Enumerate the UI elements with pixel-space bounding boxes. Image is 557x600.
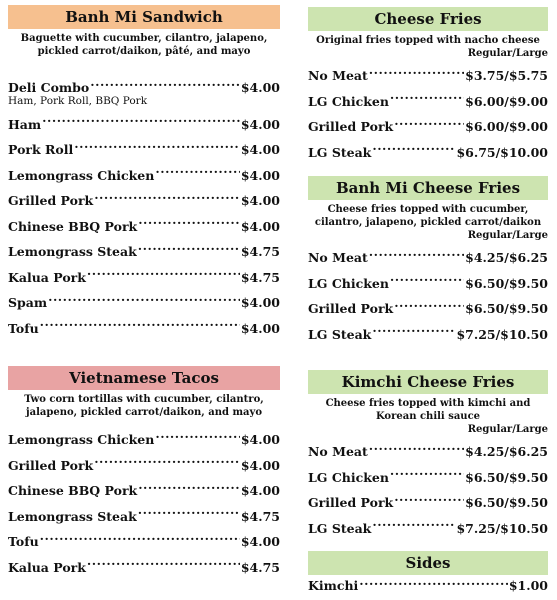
menu-item xyxy=(8,188,280,214)
item-name: Spam xyxy=(8,295,48,310)
item-price: $4.25/$6.25 xyxy=(465,250,548,265)
item-price: $4.00 xyxy=(240,483,280,498)
item-price: $4.00 xyxy=(240,142,280,157)
sides-section xyxy=(308,551,548,597)
item-price: $4.00 xyxy=(240,432,280,447)
cheese-fries-section xyxy=(308,7,548,165)
item-name: Chinese BBQ Pork xyxy=(8,483,138,498)
menu-item xyxy=(308,63,548,89)
item-name: Tofu xyxy=(8,320,39,336)
item-price: $4.00 xyxy=(240,80,280,95)
item-name: Grilled Pork xyxy=(308,119,394,134)
sides-header: Sides xyxy=(308,551,548,575)
menu-item xyxy=(308,516,548,542)
tacos-header: Vietnamese Tacos xyxy=(8,366,280,390)
menu-item xyxy=(308,490,548,516)
item-name: Tofu xyxy=(8,534,39,549)
menu-item xyxy=(8,239,280,265)
size-label: Regular/Large xyxy=(467,230,548,241)
menu-item xyxy=(308,322,548,348)
item-name: Grilled Pork xyxy=(8,457,94,473)
item-name: Lemongrass Chicken xyxy=(8,167,155,183)
item-price: $4.00 xyxy=(240,193,280,208)
menu-item xyxy=(8,265,280,291)
item-name: LG Chicken xyxy=(308,93,389,109)
item-price: $4.75 xyxy=(240,269,280,285)
item-name: Chinese BBQ Pork xyxy=(8,218,138,234)
item-price: $7.25/$10.50 xyxy=(456,326,548,342)
menu-item xyxy=(8,555,280,581)
item-name: No Meat xyxy=(308,68,368,83)
menu-item xyxy=(8,290,280,316)
item-price: $4.25/$6.25 xyxy=(465,444,548,459)
item-name: Ham xyxy=(8,116,42,132)
menu-item xyxy=(8,163,280,189)
item-price: $4.00 xyxy=(240,167,280,183)
item-price: $3.75/$5.75 xyxy=(465,68,548,83)
menu-item xyxy=(8,427,280,453)
menu-item xyxy=(308,465,548,491)
banh-mi-cheese-fries-header: Banh Mi Cheese Fries xyxy=(308,176,548,200)
item-name: LG Chicken xyxy=(308,275,389,291)
item-price: $4.00 xyxy=(240,218,280,234)
item-name: Lemongrass Chicken xyxy=(8,432,155,447)
item-price: $1.00 xyxy=(508,578,548,593)
menu-item xyxy=(8,137,280,163)
banh-mi-section xyxy=(8,5,280,341)
menu-item xyxy=(8,453,280,479)
item-name: No Meat xyxy=(308,444,368,459)
item-name: LG Steak xyxy=(308,326,372,342)
item-name: No Meat xyxy=(308,250,368,265)
item-price: $4.00 xyxy=(240,534,280,549)
item-price: $4.00 xyxy=(240,295,280,310)
item-name: Grilled Pork xyxy=(308,495,394,510)
item-price: $7.25/$10.50 xyxy=(456,520,548,536)
item-price: $6.00/$9.00 xyxy=(465,93,548,109)
menu-item xyxy=(308,439,548,465)
item-price: $4.75 xyxy=(240,508,280,524)
item-name: LG Chicken xyxy=(308,469,389,485)
item-name: LG Steak xyxy=(308,520,372,536)
cheese-fries-description: Original fries topped with nacho cheese xyxy=(316,35,540,46)
banh-mi-cheese-fries-description: Cheese fries topped with cucumber, cilantro, jalapeno, pickled carrot/daikon xyxy=(314,204,542,228)
item-name: LG Steak xyxy=(308,144,372,160)
item-price: $6.00/$9.00 xyxy=(465,119,548,134)
item-name: Kalua Pork xyxy=(8,269,86,285)
item-name: Deli Combo xyxy=(8,80,90,95)
item-name: Grilled Pork xyxy=(8,193,94,208)
tacos-description: Two corn tortillas with cucumber, cilantro, jalapeno, pickled carrot/daikon, and mayo xyxy=(24,394,264,418)
item-price: $6.50/$9.50 xyxy=(465,495,548,510)
item-price: $6.50/$9.50 xyxy=(465,469,548,485)
item-price: $6.75/$10.00 xyxy=(456,144,548,160)
menu-item xyxy=(308,89,548,115)
menu-item xyxy=(308,296,548,322)
item-name: Lemongrass Steak xyxy=(8,508,137,524)
menu-item xyxy=(8,478,280,504)
item-price: $4.75 xyxy=(240,244,280,259)
menu-item xyxy=(8,316,280,342)
size-label: Regular/Large xyxy=(467,48,548,59)
kimchi-cheese-fries-description: Cheese fries topped with kimchi and Korean chili sauce xyxy=(325,398,531,422)
kimchi-cheese-fries-section xyxy=(308,370,548,541)
item-name: Lemongrass Steak xyxy=(8,244,137,259)
banh-mi-description: Baguette with cucumber, cilantro, jalapeno, pickled carrot/daikon, pâté, and mayo xyxy=(20,33,268,57)
item-name: Grilled Pork xyxy=(308,301,394,316)
item-price: $4.00 xyxy=(240,320,280,336)
cheese-fries-header: Cheese Fries xyxy=(308,7,548,31)
menu-item xyxy=(8,112,280,138)
item-price: $4.00 xyxy=(240,116,280,132)
item-name: Kalua Pork xyxy=(8,559,86,575)
item-price: $6.50/$9.50 xyxy=(465,301,548,316)
menu-item xyxy=(8,504,280,530)
menu-item xyxy=(8,214,280,240)
item-price: $4.00 xyxy=(240,457,280,473)
menu-item xyxy=(308,245,548,271)
item-price: $6.50/$9.50 xyxy=(465,275,548,291)
banh-mi-cheese-fries-section xyxy=(308,176,548,347)
menu-item xyxy=(8,529,280,555)
size-label: Regular/Large xyxy=(467,424,548,435)
menu-item xyxy=(308,140,548,166)
item-subtext: Ham, Pork Roll, BBQ Pork xyxy=(8,94,148,107)
item-price: $4.75 xyxy=(240,559,280,575)
kimchi-cheese-fries-header: Kimchi Cheese Fries xyxy=(308,370,548,394)
menu-item xyxy=(308,575,548,597)
menu-item xyxy=(308,114,548,140)
item-name: Kimchi xyxy=(308,578,359,593)
banh-mi-header: Banh Mi Sandwich xyxy=(8,5,280,29)
tacos-section xyxy=(8,366,280,580)
menu-item xyxy=(308,271,548,297)
item-name: Pork Roll xyxy=(8,142,74,157)
